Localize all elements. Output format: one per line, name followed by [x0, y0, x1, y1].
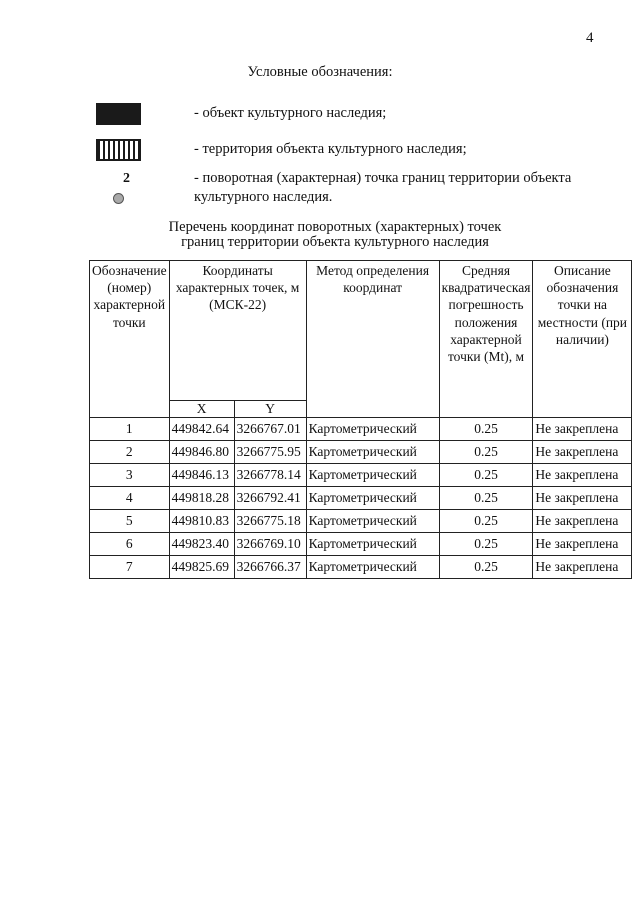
cell-number: 5: [90, 510, 170, 533]
cell-x: 449818.28: [169, 487, 234, 510]
cell-x: 449846.80: [169, 441, 234, 464]
page-number: 4: [586, 30, 594, 46]
table-row: [90, 441, 632, 464]
cell-accuracy: 0.25: [439, 418, 533, 441]
cell-number: 3: [90, 464, 170, 487]
cell-method: Картометрический: [306, 533, 439, 556]
table-title: [0, 220, 640, 250]
solid-rectangle-symbol-icon: [96, 103, 141, 125]
cell-y: 3266778.14: [234, 464, 306, 487]
header-number: Обозначение (номер) характерной точки: [90, 261, 170, 418]
cell-x: 449825.69: [169, 556, 234, 579]
cell-description: Не закреплена: [533, 533, 632, 556]
table-row: [90, 418, 632, 441]
header-y: Y: [234, 401, 306, 418]
header-x: X: [169, 401, 234, 418]
gray-point-icon: [113, 193, 124, 204]
legend-item-label: - территория объекта культурного наследия;: [194, 141, 467, 157]
cell-y: 3266775.95: [234, 441, 306, 464]
header-accuracy: Средняя квадратическая погрешность положения характерной точки (Mt), м: [439, 261, 533, 418]
cell-accuracy: 0.25: [439, 487, 533, 510]
table-title-line: границ территории объекта культурного наследия: [181, 234, 489, 250]
cell-number: 7: [90, 556, 170, 579]
header-coordinates: Координаты характерных точек, м (МСК-22): [169, 261, 306, 401]
table-row: [90, 556, 632, 579]
cell-x: 449823.40: [169, 533, 234, 556]
cell-method: Картометрический: [306, 510, 439, 533]
legend-heading: Условные обозначения:: [247, 64, 393, 80]
table-title-line: Перечень координат поворотных (характерных) точек: [168, 219, 502, 235]
cell-number: 1: [90, 418, 170, 441]
table-row: [90, 487, 632, 510]
cell-method: Картометрический: [306, 441, 439, 464]
cell-accuracy: 0.25: [439, 441, 533, 464]
cell-y: 3266767.01: [234, 418, 306, 441]
coordinates-table: [89, 260, 632, 579]
cell-description: Не закреплена: [533, 464, 632, 487]
table-row: [90, 533, 632, 556]
header-method: Метод определения координат: [306, 261, 439, 418]
cell-description: Не закреплена: [533, 487, 632, 510]
cell-method: Картометрический: [306, 464, 439, 487]
cell-accuracy: 0.25: [439, 464, 533, 487]
cell-accuracy: 0.25: [439, 510, 533, 533]
hatched-rectangle-symbol-icon: [96, 139, 141, 161]
cell-number: 4: [90, 487, 170, 510]
point-number-label: 2: [123, 171, 130, 186]
cell-y: 3266775.18: [234, 510, 306, 533]
table-row: [90, 464, 632, 487]
table-row: [90, 510, 632, 533]
header-description: Описание обозначения точки на местности (при наличии): [533, 261, 632, 418]
cell-accuracy: 0.25: [439, 533, 533, 556]
cell-description: Не закреплена: [533, 418, 632, 441]
cell-method: Картометрический: [306, 556, 439, 579]
cell-description: Не закреплена: [533, 510, 632, 533]
cell-number: 2: [90, 441, 170, 464]
cell-y: 3266792.41: [234, 487, 306, 510]
legend-item-label: - поворотная (характерная) точка границ территории объекта культурного наследия.: [194, 170, 572, 205]
cell-number: 6: [90, 533, 170, 556]
cell-y: 3266766.37: [234, 556, 306, 579]
cell-description: Не закреплена: [533, 556, 632, 579]
cell-method: Картометрический: [306, 487, 439, 510]
cell-x: 449842.64: [169, 418, 234, 441]
cell-y: 3266769.10: [234, 533, 306, 556]
legend-item-label: - объект культурного наследия;: [194, 105, 387, 121]
cell-x: 449810.83: [169, 510, 234, 533]
cell-accuracy: 0.25: [439, 556, 533, 579]
cell-method: Картометрический: [306, 418, 439, 441]
cell-x: 449846.13: [169, 464, 234, 487]
cell-description: Не закреплена: [533, 441, 632, 464]
